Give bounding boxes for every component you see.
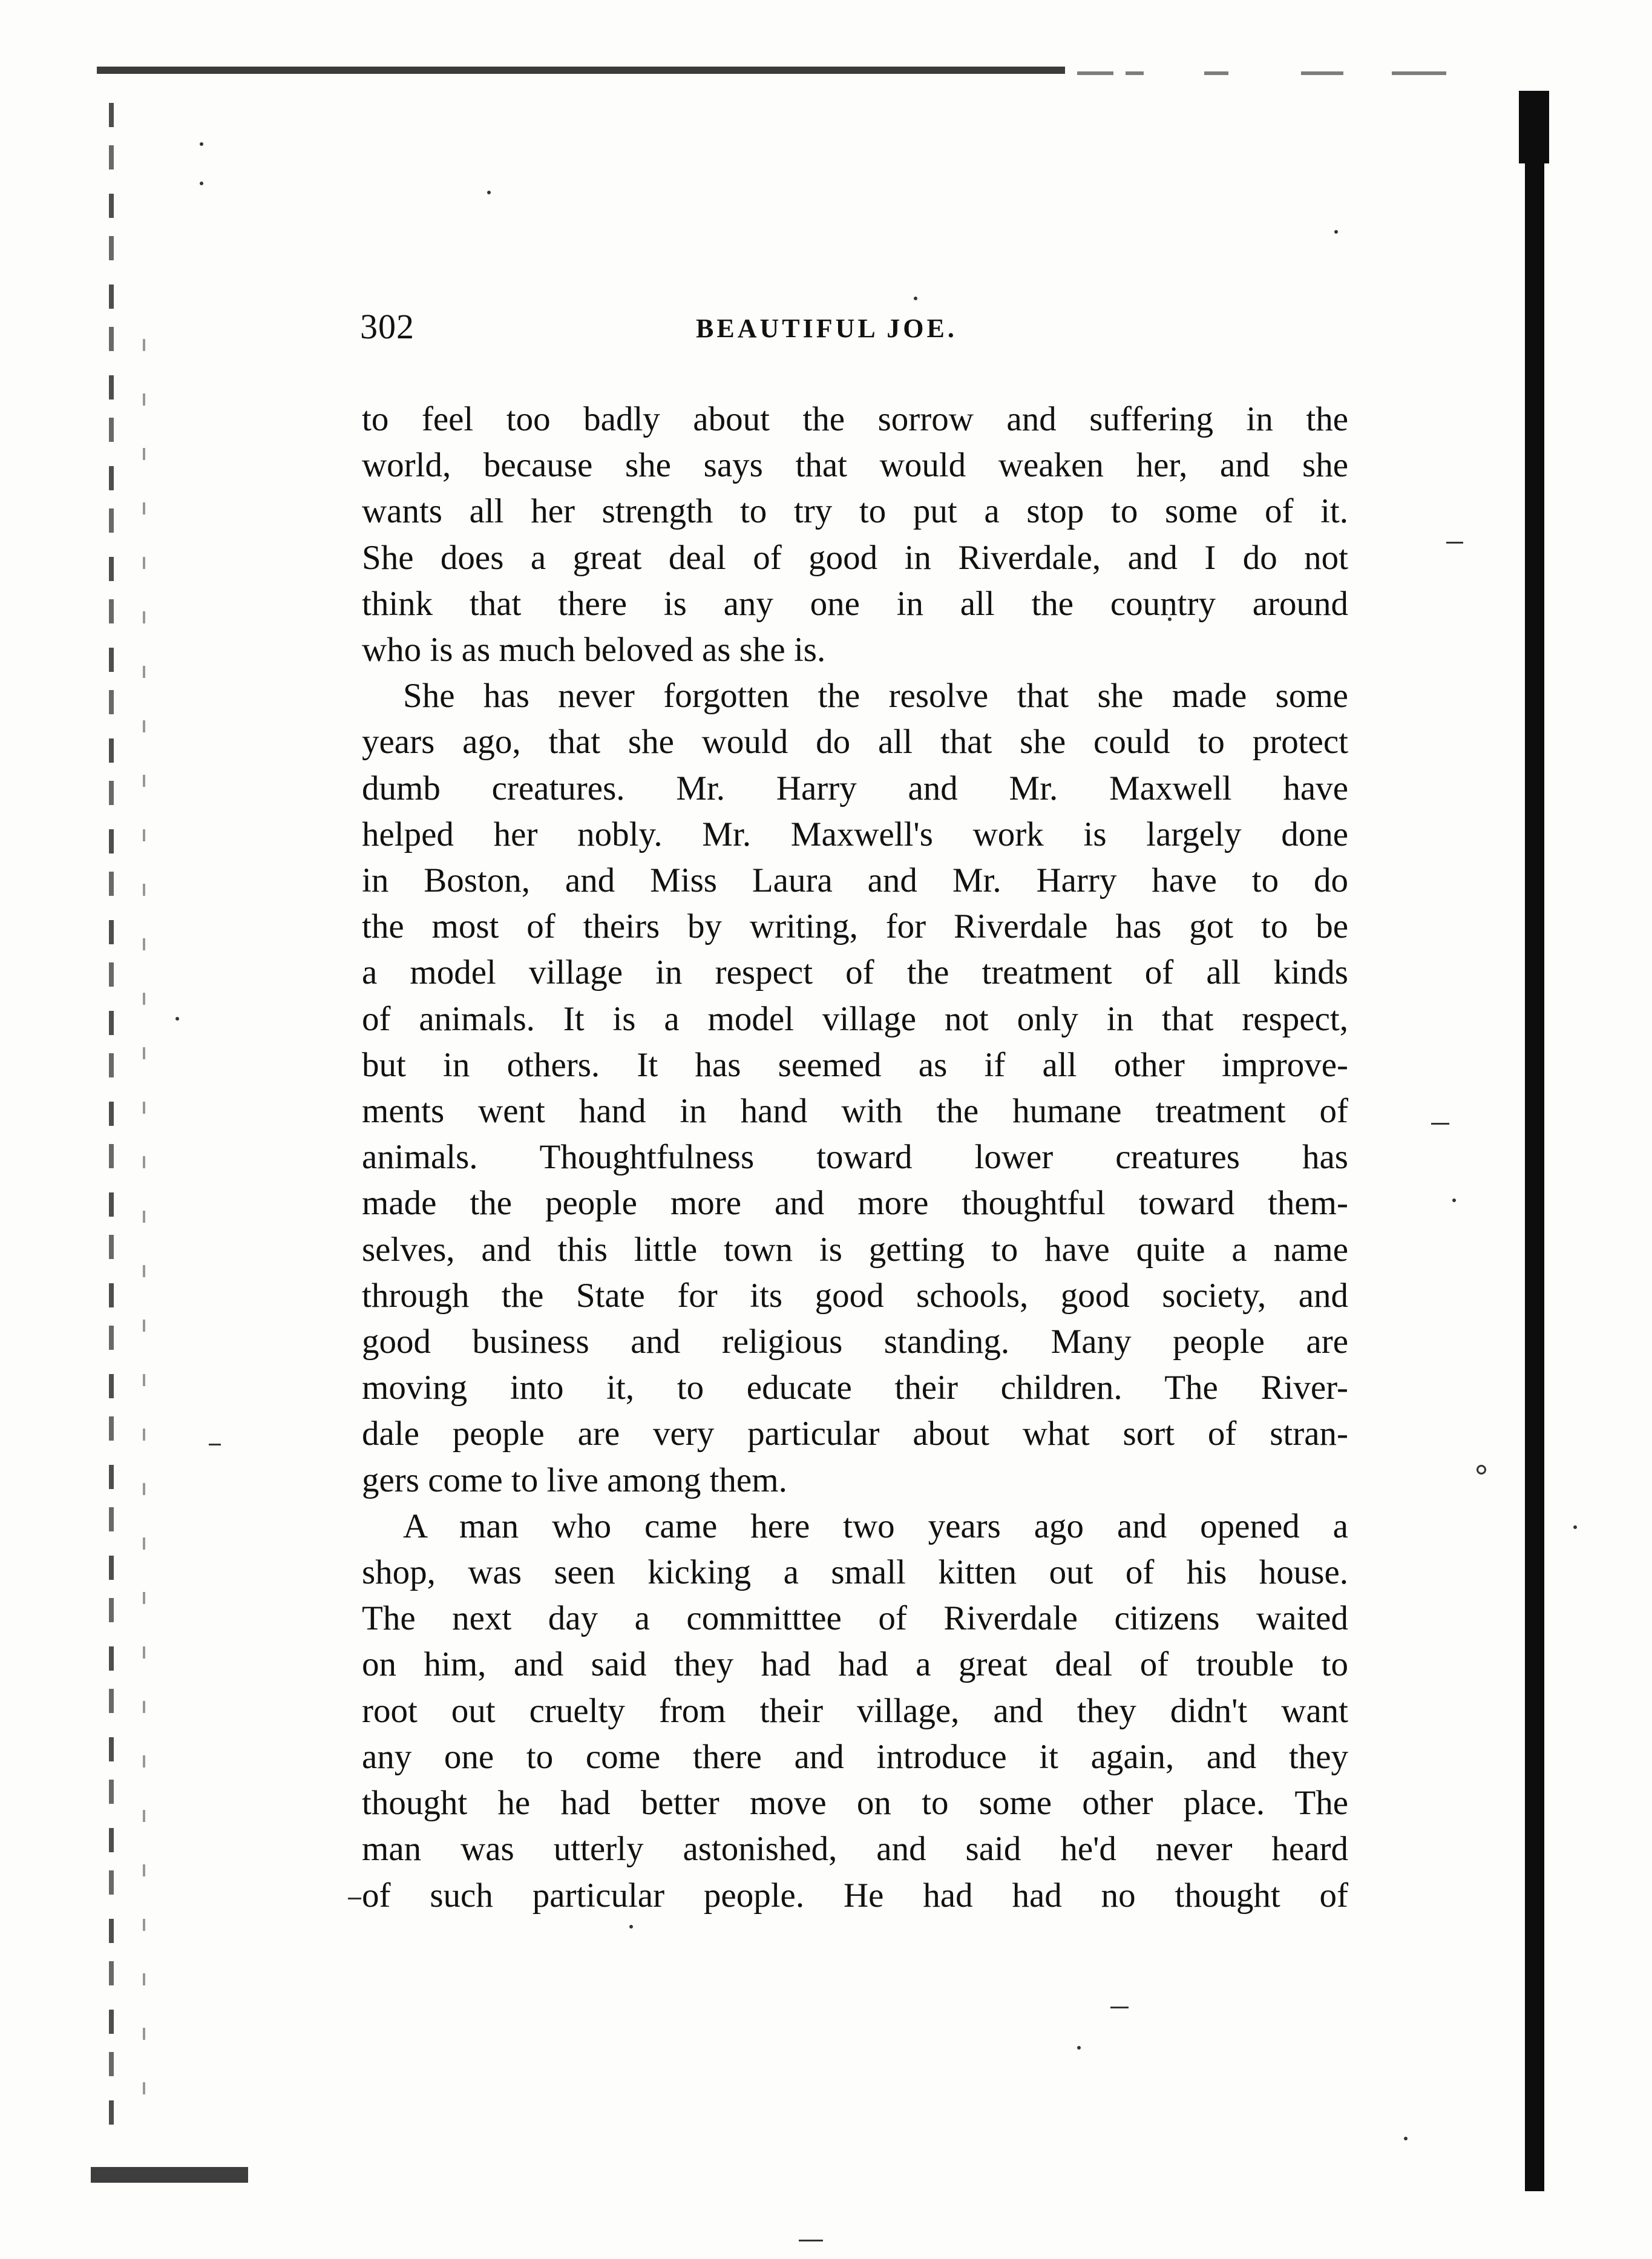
text-line: wants all her strength to try to put a stop to some of it. [362,492,1348,531]
text-line: to feel too badly about the sorrow and suffering in the [362,400,1348,438]
scan-speck [914,297,917,300]
text-line: thought he had better move on to some other place. The [362,1784,1348,1823]
paragraph-3 [362,1504,1348,1919]
text-line: through the State for its good schools, good society, and [362,1276,1348,1315]
text-line: dale people are very particular about what sort of stran- [362,1415,1348,1453]
scan-speck [200,142,203,146]
scan-speck [487,191,491,194]
text-line: helped her nobly. Mr. Maxwell's work is largely done [362,815,1348,853]
scan-speck [1452,1199,1456,1202]
text-line: any one to come there and introduce it again, and they [362,1737,1348,1776]
text-line: dumb creatures. Mr. Harry and Mr. Maxwell have [362,769,1348,807]
text-line: years ago, that she would do all that she could to protect [362,723,1348,761]
scan-speck [1334,230,1338,234]
scan-left-edge [109,103,114,2137]
text-line: The next day a committtee of Riverdale citizens waited [362,1599,1348,1638]
page-header [360,306,1352,348]
text-line: the most of theirs by writing, for Riverdale has got to be [362,907,1348,946]
text-line: think that there is any one in all the country around [362,584,1348,623]
scan-speck [629,1925,633,1929]
text-line: ments went hand in hand with the humane treatment of [362,1092,1348,1131]
scan-dash [348,1898,361,1899]
scan-top-rule-fragment [1126,71,1144,75]
scan-top-rule-fragment [1204,71,1228,75]
running-head: BEAUTIFUL JOE. [696,314,957,343]
paragraph-2 [362,673,1348,1504]
scan-speck [175,1017,179,1021]
paragraph-1 [362,396,1348,673]
text-line: of animals. It is a model village not only in that respect, [362,999,1348,1038]
text-line: world, because she says that would weaken her, and she [362,446,1348,485]
scan-speck [1077,2046,1081,2050]
scan-bottom-left-mark [91,2167,248,2183]
page-number: 302 [360,307,415,346]
text-line: good business and religious standing. Many people are [362,1323,1348,1361]
scan-left-edge-secondary [143,339,145,2094]
text-line: animals. Thoughtfulness toward lower creatures has [362,1138,1348,1177]
scan-dash [1431,1123,1449,1125]
text-line: who is as much beloved as she is. [362,631,826,669]
text-line: moving into it, to educate their children. The River- [362,1369,1348,1407]
scan-dash [799,2240,823,2241]
scan-ring [1477,1465,1486,1475]
text-line: selves, and this little town is getting to have quite a name [362,1230,1348,1269]
text-line: a model village in respect of the treatment of all kinds [362,953,1348,992]
scan-top-rule-fragment [1392,71,1446,75]
scan-top-rule [97,67,1065,74]
text-line: man was utterly astonished, and said he'd never heard [362,1830,1348,1869]
scan-dash [209,1444,221,1445]
scan-top-rule-fragment [1077,71,1113,75]
scan-speck [1404,2137,1408,2140]
text-line: but in others. It has seemed as if all other improve- [362,1045,1348,1084]
scan-dash [1446,542,1463,544]
scan-dash [1110,2007,1129,2008]
text-line: shop, was seen kicking a small kitten out of his house. [362,1553,1348,1592]
scan-top-rule-fragment [1301,71,1343,75]
scan-speck [1573,1525,1577,1529]
text-line: A man who came here two years ago and opened a [403,1507,1348,1545]
text-line: She has never forgotten the resolve that she made some [403,677,1348,715]
text-line: root out cruelty from their village, and they didn't want [362,1691,1348,1730]
text-line: made the people more and more thoughtful toward them- [362,1184,1348,1223]
text-line: She does a great deal of good in Riverdale, and I do not [362,538,1348,577]
text-line: of such particular people. He had had no thought of [362,1876,1348,1915]
scan-speck [200,182,203,185]
text-line: in Boston, and Miss Laura and Mr. Harry have to do [362,861,1348,900]
text-line: gers come to live among them. [362,1461,787,1499]
body-text [362,396,1348,1919]
text-line: on him, and said they had had a great deal of trouble to [362,1645,1348,1684]
scan-right-bar [1525,91,1544,2191]
